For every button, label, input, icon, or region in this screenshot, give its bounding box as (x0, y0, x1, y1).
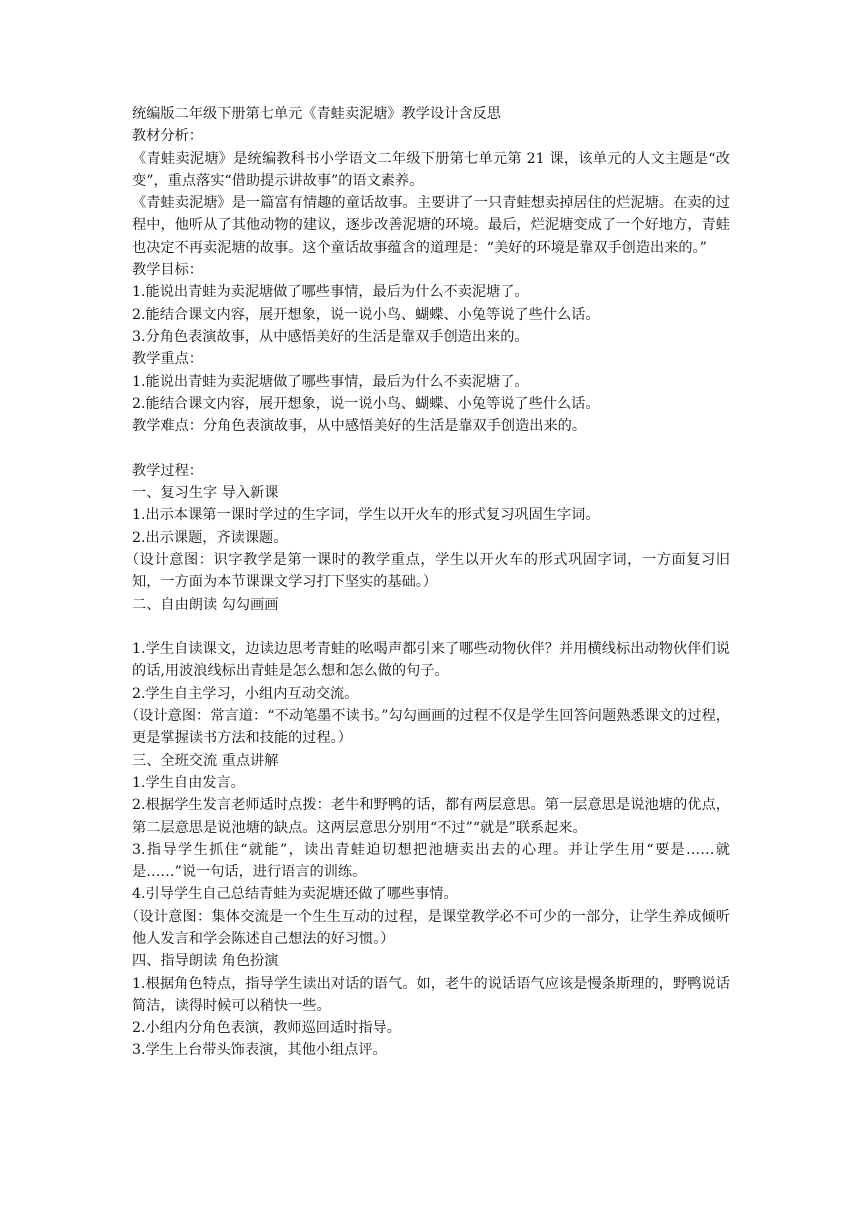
difficulty-line: 教学难点：分角色表演故事，从中感悟美好的生活是靠双手创造出来的。 (132, 418, 587, 435)
section-3-item-4: 4.引导学生自己总结青蛙为卖泥塘还做了哪些事情。 (132, 886, 458, 903)
goals-heading: 教学目标： (132, 262, 203, 279)
section-2-item-2: 2.学生自主学习，小组内互动交流。 (132, 685, 359, 702)
section-1-note: （设计意图：识字教学是第一课时的教学重点，学生以开火车的形式巩固字词，一方面复习旧知，一方面为本节课课文学习打下坚实的基础。） (124, 551, 730, 591)
section-3-item-3: 3.指导学生抓住“就能”，读出青蛙迫切想把池塘卖出去的心理。并让学生用“要是……就是……”说一句话，进行语言的训练。 (132, 841, 730, 881)
blank-line (132, 437, 730, 459)
goal-item: 2.能结合课文内容，展开想象，说一说小鸟、蝴蝶、小兔等说了些什么话。 (132, 306, 600, 323)
goal-item: 1.能说出青蛙为卖泥塘做了哪些事情，最后为什么不卖泥塘了。 (132, 284, 529, 301)
key-point-item: 1.能说出青蛙为卖泥塘做了哪些事情，最后为什么不卖泥塘了。 (132, 373, 529, 390)
document-title: 统编版二年级下册第七单元《青蛙卖泥塘》教学设计含反思 (132, 106, 501, 122)
section-3-item-2: 2.根据学生发言老师适时点拨：老牛和野鸭的话，都有两层意思。第一层意思是说池塘的优点，第二层意思是说池塘的缺点。这两层意思分别用“不过”“就是”联系起来。 (132, 797, 730, 836)
section-3-note: （设计意图：集体交流是一个生生互动的过程，是课堂教学必不可少的一部分，让学生养成倾听他人发言和学会陈述自己想法的好习惯。） (124, 908, 730, 947)
process-heading: 教学过程： (132, 462, 203, 479)
goal-item: 3.分角色表演故事，从中感悟美好的生活是靠双手创造出来的。 (132, 328, 529, 345)
document-page (124, 103, 730, 1062)
analysis-heading: 教材分析： (132, 128, 203, 145)
section-1-heading: 一、复习生字 导入新课 (132, 485, 279, 502)
blank-line (132, 616, 730, 638)
section-4-heading: 四、指导朗读 角色扮演 (132, 953, 279, 970)
section-4-item-1: 1.根据角色特点，指导学生读出对话的语气。如，老牛的说话语气应该是慢条斯理的，野鸭说话简洁，读得时候可以稍快一些。 (132, 975, 730, 1014)
section-3-heading: 三、全班交流 重点讲解 (132, 752, 279, 769)
section-2-heading: 二、自由朗读 勾勾画画 (132, 596, 279, 613)
analysis-paragraph-1: 《青蛙卖泥塘》是统编教科书小学语文二年级下册第七单元第 21 课，该单元的人文主题是“改变”，重点落实“借助提示讲故事”的语文素养。 (132, 150, 730, 189)
section-1-item: 2.出示课题，齐读课题。 (132, 529, 288, 546)
section-2-item-1: 1.学生自读课文，边读边思考青蛙的吆喝声都引来了哪些动物伙伴？并用横线标出动物伙伴们说的话,用波浪线标出青蛙是怎么想和怎么做的句子。 (132, 641, 730, 680)
section-2-note: （设计意图：常言道：“不动笔墨不读书。”勾勾画画的过程不仅是学生回答问题熟悉课文的过程，更是掌握读书方法和技能的过程。） (124, 708, 730, 747)
section-3-item-1: 1.学生自由发言。 (132, 774, 245, 791)
key-heading: 教学重点： (132, 351, 203, 368)
section-1-item: 1.出示本课第一课时学过的生字词，学生以开火车的形式复习巩固生字词。 (132, 507, 600, 524)
analysis-paragraph-2: 《青蛙卖泥塘》是一篇富有情趣的童话故事。主要讲了一只青蛙想卖掉居住的烂泥塘。在卖的过程中，他听从了其他动物的建议，逐步改善泥塘的环境。最后，烂泥塘变成了一个好地方，青蛙也决定不再卖泥塘的故事。这个童话故事蕴含的道理是：“美好的环境是靠双手创造出来的。” (132, 195, 730, 256)
section-4-item-2: 2.小组内分角色表演，教师巡回适时指导。 (132, 1020, 401, 1037)
key-point-item: 2.能结合课文内容，展开想象，说一说小鸟、蝴蝶、小兔等说了些什么话。 (132, 395, 600, 412)
section-4-item-3: 3.学生上台带头饰表演，其他小组点评。 (132, 1042, 387, 1059)
